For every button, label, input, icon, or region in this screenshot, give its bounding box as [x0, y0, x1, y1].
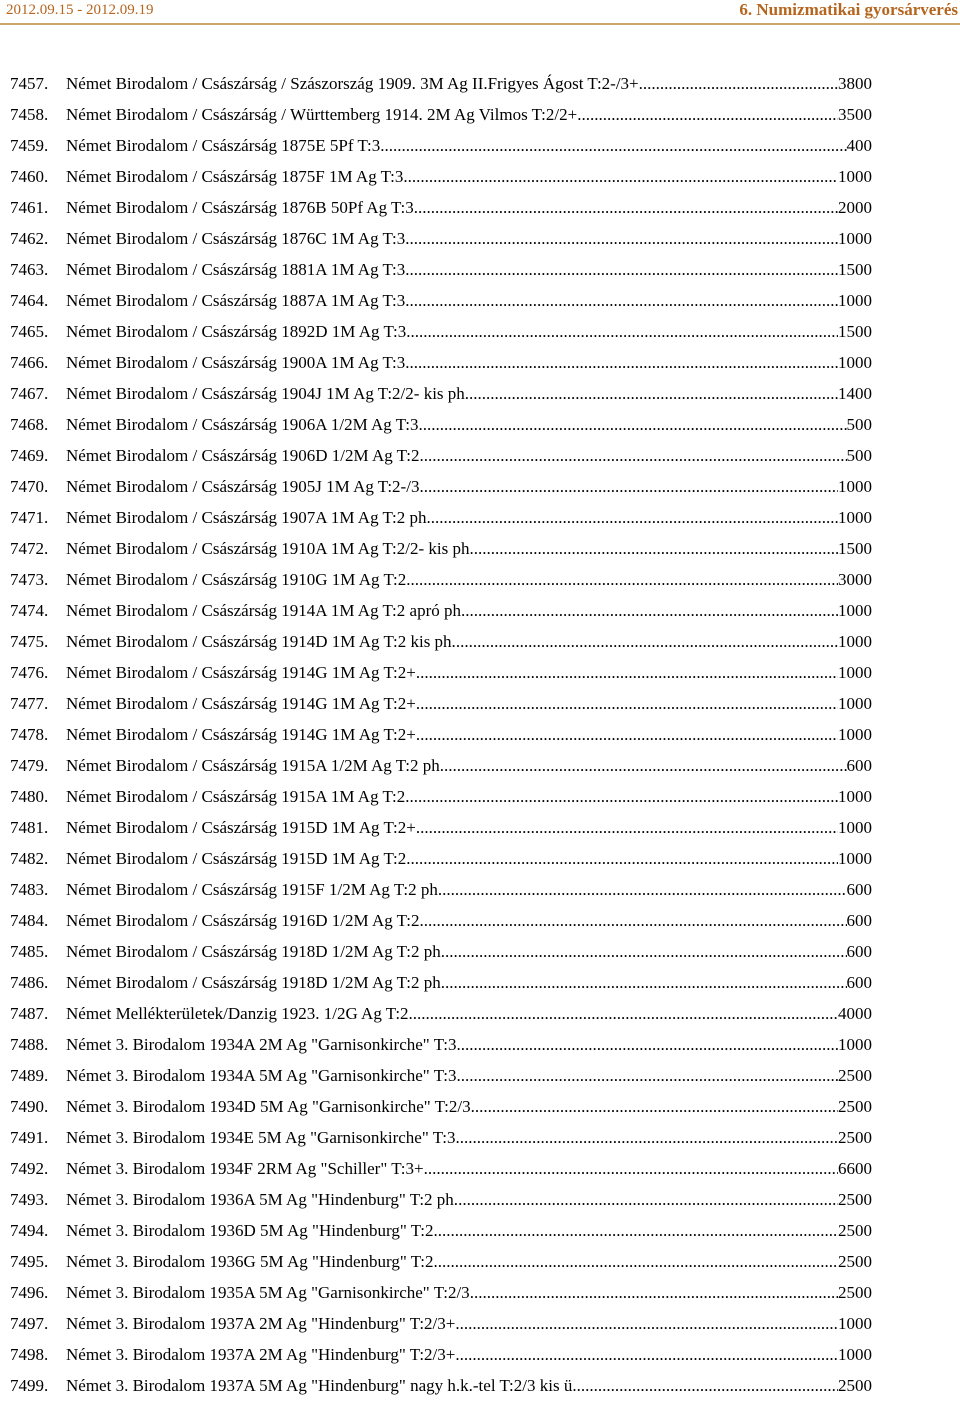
- lot-entry: [66, 564, 872, 595]
- lot-row: [10, 316, 872, 347]
- lot-entry: [66, 378, 872, 409]
- lot-description: Német Birodalom / Császárság 1905J 1M Ag T:2-/3: [66, 477, 420, 496]
- lot-number: 7478.: [10, 725, 49, 744]
- lot-row: [10, 161, 872, 192]
- lot-row: [10, 440, 872, 471]
- lot-description: Német Birodalom / Császárság 1914A 1M Ag T:2 apró ph.: [66, 601, 466, 620]
- auction-dates: 2012.09.15 - 2012.09.19: [6, 2, 154, 18]
- lot-number: 7491.: [10, 1128, 49, 1147]
- lot-start-price: 1000: [838, 291, 872, 310]
- lot-entry: [66, 626, 872, 657]
- lot-entry: [66, 254, 872, 285]
- lot-description: Német Birodalom / Császárság / Szászország 1909. 3M Ag II.Frigyes Ágost T:2-/3+: [66, 74, 639, 93]
- lot-number: 7474.: [10, 601, 49, 620]
- lot-start-price: 3800: [838, 74, 872, 93]
- lot-entry: [66, 99, 872, 130]
- lot-start-price: 3000: [838, 570, 872, 589]
- lot-row: [10, 1277, 872, 1308]
- lot-row: [10, 1122, 872, 1153]
- lot-number: 7473.: [10, 570, 49, 589]
- lot-start-price: 1000: [838, 663, 872, 682]
- lot-description: Német Birodalom / Császárság 1918D 1/2M Ag T:2 ph.: [66, 973, 445, 992]
- lot-row: [10, 1091, 872, 1122]
- lot-entry: [66, 595, 872, 626]
- lot-description: Német Birodalom / Császárság 1914G 1M Ag T:2+: [66, 694, 416, 713]
- lot-entry: [66, 1339, 872, 1370]
- lot-description: Német Birodalom / Császárság 1881A 1M Ag T:3: [66, 260, 406, 279]
- lot-row: [10, 688, 872, 719]
- lot-row: [10, 502, 872, 533]
- lot-description: Német 3. Birodalom 1937A 5M Ag "Hindenburg" nagy h.k.-tel T:2/3 kis ü.: [66, 1376, 577, 1395]
- lot-number: 7484.: [10, 911, 49, 930]
- lot-number: 7462.: [10, 229, 49, 248]
- lot-entry: [66, 409, 872, 440]
- dot-leader: [406, 316, 838, 347]
- lot-number: 7475.: [10, 632, 49, 651]
- lot-number: 7459.: [10, 136, 49, 155]
- dot-leader: [419, 440, 846, 471]
- lot-number: 7479.: [10, 756, 49, 775]
- header-divider: [0, 23, 960, 25]
- lot-start-price: 2500: [838, 1097, 872, 1116]
- lot-row: [10, 409, 872, 440]
- dot-leader: [380, 130, 846, 161]
- dot-leader: [419, 409, 847, 440]
- lot-entry: [66, 130, 872, 161]
- lot-entry: [66, 1215, 872, 1246]
- dot-leader: [414, 192, 838, 223]
- dot-leader: [403, 161, 838, 192]
- dot-leader: [445, 936, 847, 967]
- lot-description: Német Birodalom / Császárság 1906D 1/2M Ag T:2: [66, 446, 420, 465]
- lot-number: 7463.: [10, 260, 49, 279]
- lot-start-price: 600: [846, 973, 872, 992]
- lot-entry: [66, 688, 872, 719]
- lot-row: [10, 905, 872, 936]
- lot-description: Német 3. Birodalom 1935A 5M Ag "Garnisonkirche" T:2/3: [66, 1283, 470, 1302]
- lot-row: [10, 1339, 872, 1370]
- lot-number: 7469.: [10, 446, 49, 465]
- dot-leader: [456, 1060, 838, 1091]
- lot-start-price: 1000: [838, 477, 872, 496]
- dot-leader: [419, 905, 846, 936]
- page-header: [0, 0, 960, 30]
- lot-description: Német 3. Birodalom 1934A 2M Ag "Garnisonkirche" T:3: [66, 1035, 457, 1054]
- lot-description: Német Birodalom / Császárság 1914D 1M Ag T:2 kis ph.: [66, 632, 456, 651]
- lot-description: Német Birodalom / Császárság 1916D 1/2M Ag T:2: [66, 911, 420, 930]
- lot-description: Német Birodalom / Császárság 1914G 1M Ag T:2+: [66, 663, 416, 682]
- lot-row: [10, 595, 872, 626]
- lot-number: 7481.: [10, 818, 49, 837]
- dot-leader: [445, 967, 847, 998]
- lot-entry: [66, 812, 872, 843]
- lot-number: 7485.: [10, 942, 49, 961]
- lot-row: [10, 874, 872, 905]
- dot-leader: [470, 1277, 838, 1308]
- dot-leader: [405, 781, 838, 812]
- dot-leader: [474, 533, 838, 564]
- lot-entry: [66, 68, 872, 99]
- lot-description: Német Birodalom / Császárság 1906A 1/2M Ag T:3: [66, 415, 419, 434]
- lot-number: 7497.: [10, 1314, 49, 1333]
- lot-start-price: 2500: [838, 1221, 872, 1240]
- lot-description: Német 3. Birodalom 1934E 5M Ag "Garnisonkirche" T:3: [66, 1128, 456, 1147]
- lot-entry: [66, 285, 872, 316]
- lot-entry: [66, 347, 872, 378]
- lot-start-price: 2000: [838, 198, 872, 217]
- dot-leader: [424, 1153, 838, 1184]
- lot-row: [10, 533, 872, 564]
- lot-description: Német Birodalom / Császárság 1887A 1M Ag T:3: [66, 291, 406, 310]
- lot-list: [10, 68, 872, 1401]
- lot-number: 7496.: [10, 1283, 49, 1302]
- lot-start-price: 1000: [838, 694, 872, 713]
- lot-start-price: 600: [846, 942, 872, 961]
- lot-entry: [66, 1122, 872, 1153]
- lot-description: Német Birodalom / Császárság 1904J 1M Ag T:2/2- kis ph.: [66, 384, 470, 403]
- lot-description: Német Mellékterületek/Danzig 1923. 1/2G Ag T:2: [66, 1004, 409, 1023]
- lot-number: 7476.: [10, 663, 49, 682]
- lot-row: [10, 1184, 872, 1215]
- lot-entry: [66, 657, 872, 688]
- lot-entry: [66, 874, 872, 905]
- lot-row: [10, 471, 872, 502]
- lot-number: 7494.: [10, 1221, 49, 1240]
- dot-leader: [406, 843, 838, 874]
- lot-entry: [66, 1153, 872, 1184]
- lot-number: 7498.: [10, 1345, 49, 1364]
- lot-start-price: 1000: [838, 1314, 872, 1333]
- lot-number: 7482.: [10, 849, 49, 868]
- lot-entry: [66, 967, 872, 998]
- lot-number: 7493.: [10, 1190, 49, 1209]
- lot-description: Német Birodalom / Császárság 1907A 1M Ag T:2 ph.: [66, 508, 431, 527]
- lot-description: Német 3. Birodalom 1934A 5M Ag "Garnisonkirche" T:3: [66, 1066, 457, 1085]
- lot-entry: [66, 471, 872, 502]
- lot-row: [10, 843, 872, 874]
- lot-entry: [66, 502, 872, 533]
- lot-start-price: 1000: [838, 601, 872, 620]
- lot-start-price: 500: [846, 415, 872, 434]
- lot-entry: [66, 1277, 872, 1308]
- lot-number: 7458.: [10, 105, 49, 124]
- lot-row: [10, 68, 872, 99]
- lot-description: Német Birodalom / Császárság 1876C 1M Ag T:3: [66, 229, 406, 248]
- lot-start-price: 2500: [838, 1190, 872, 1209]
- lot-description: Német Birodalom / Császárság 1892D 1M Ag T:3: [66, 322, 407, 341]
- lot-row: [10, 99, 872, 130]
- lot-number: 7499.: [10, 1376, 49, 1395]
- lot-start-price: 600: [846, 880, 872, 899]
- lot-description: Német 3. Birodalom 1936D 5M Ag "Hindenburg" T:2: [66, 1221, 434, 1240]
- lot-start-price: 600: [846, 911, 872, 930]
- lot-row: [10, 967, 872, 998]
- lot-entry: [66, 192, 872, 223]
- lot-start-price: 600: [846, 756, 872, 775]
- dot-leader: [639, 68, 838, 99]
- lot-start-price: 6600: [838, 1159, 872, 1178]
- dot-leader: [456, 626, 838, 657]
- dot-leader: [416, 657, 838, 688]
- lot-description: Német 3. Birodalom 1936A 5M Ag "Hindenburg" T:2 ph.: [66, 1190, 459, 1209]
- lot-row: [10, 936, 872, 967]
- lot-start-price: 1500: [838, 322, 872, 341]
- lot-number: 7487.: [10, 1004, 49, 1023]
- lot-row: [10, 1246, 872, 1277]
- lot-start-price: 2500: [838, 1128, 872, 1147]
- lot-row: [10, 812, 872, 843]
- lot-start-price: 1500: [838, 539, 872, 558]
- lot-start-price: 2500: [838, 1066, 872, 1085]
- lot-start-price: 1000: [838, 787, 872, 806]
- lot-start-price: 1000: [838, 818, 872, 837]
- lot-row: [10, 223, 872, 254]
- lot-number: 7470.: [10, 477, 49, 496]
- lot-entry: [66, 1370, 872, 1401]
- lot-description: Német Birodalom / Császárság 1918D 1/2M Ag T:2 ph.: [66, 942, 445, 961]
- lot-row: [10, 626, 872, 657]
- lot-description: Német Birodalom / Császárság 1910A 1M Ag T:2/2- kis ph.: [66, 539, 474, 558]
- dot-leader: [455, 1339, 838, 1370]
- lot-row: [10, 192, 872, 223]
- lot-start-price: 1000: [838, 632, 872, 651]
- lot-entry: [66, 843, 872, 874]
- lot-description: Német Birodalom / Császárság 1915A 1/2M Ag T:2 ph.: [66, 756, 445, 775]
- dot-leader: [406, 564, 838, 595]
- lot-row: [10, 1370, 872, 1401]
- lot-description: Német 3. Birodalom 1936G 5M Ag "Hindenburg" T:2: [66, 1252, 434, 1271]
- dot-leader: [465, 595, 838, 626]
- lot-entry: [66, 936, 872, 967]
- lot-description: Német Birodalom / Császárság 1875E 5Pf T:3: [66, 136, 381, 155]
- dot-leader: [456, 1122, 839, 1153]
- dot-leader: [416, 719, 838, 750]
- dot-leader: [416, 812, 838, 843]
- dot-leader: [442, 874, 846, 905]
- lot-start-price: 1000: [838, 1035, 872, 1054]
- lot-description: Német Birodalom / Császárság 1875F 1M Ag T:3: [66, 167, 404, 186]
- lot-number: 7468.: [10, 415, 49, 434]
- lot-start-price: 1000: [838, 508, 872, 527]
- lot-entry: [66, 316, 872, 347]
- lot-description: Német 3. Birodalom 1937A 2M Ag "Hindenburg" T:2/3+: [66, 1314, 456, 1333]
- lot-description: Német Birodalom / Császárság 1914G 1M Ag T:2+: [66, 725, 416, 744]
- dot-leader: [416, 688, 838, 719]
- lot-number: 7464.: [10, 291, 49, 310]
- lot-start-price: 500: [846, 446, 872, 465]
- lot-number: 7457.: [10, 74, 49, 93]
- dot-leader: [405, 285, 838, 316]
- lot-description: Német 3. Birodalom 1934F 2RM Ag "Schiller" T:3+: [66, 1159, 424, 1178]
- lot-description: Német Birodalom / Császárság 1915A 1M Ag T:2: [66, 787, 406, 806]
- lot-row: [10, 1153, 872, 1184]
- dot-leader: [405, 223, 838, 254]
- lot-entry: [66, 1184, 872, 1215]
- lot-entry: [66, 998, 872, 1029]
- lot-entry: [66, 1060, 872, 1091]
- lot-entry: [66, 905, 872, 936]
- lot-number: 7460.: [10, 167, 49, 186]
- lot-entry: [66, 440, 872, 471]
- lot-entry: [66, 750, 872, 781]
- lot-description: Német Birodalom / Császárság / Württemberg 1914. 2M Ag Vilmos T:2/2+: [66, 105, 578, 124]
- lot-number: 7472.: [10, 539, 49, 558]
- lot-row: [10, 378, 872, 409]
- lot-row: [10, 347, 872, 378]
- lot-entry: [66, 1246, 872, 1277]
- lot-start-price: 1500: [838, 260, 872, 279]
- dot-leader: [434, 1215, 839, 1246]
- lot-start-price: 2500: [838, 1252, 872, 1271]
- lot-row: [10, 1215, 872, 1246]
- lot-entry: [66, 781, 872, 812]
- auction-section-title: 6. Numizmatikai gyorsárverés: [739, 0, 958, 19]
- lot-entry: [66, 223, 872, 254]
- lot-start-price: 2500: [838, 1376, 872, 1395]
- lot-entry: [66, 533, 872, 564]
- dot-leader: [577, 99, 838, 130]
- lot-start-price: 1000: [838, 167, 872, 186]
- lot-description: Német Birodalom / Császárság 1876B 50Pf Ag T:3: [66, 198, 414, 217]
- lot-row: [10, 781, 872, 812]
- dot-leader: [469, 378, 838, 409]
- lot-description: Német Birodalom / Császárság 1910G 1M Ag T:2: [66, 570, 407, 589]
- dot-leader: [431, 502, 838, 533]
- lot-description: Német 3. Birodalom 1934D 5M Ag "Garnisonkirche" T:2/3: [66, 1097, 471, 1116]
- lot-start-price: 1400: [838, 384, 872, 403]
- lot-entry: [66, 1091, 872, 1122]
- lot-description: Német Birodalom / Császárság 1915D 1M Ag T:2+: [66, 818, 416, 837]
- lot-number: 7471.: [10, 508, 49, 527]
- lot-start-price: 1000: [838, 849, 872, 868]
- dot-leader: [405, 254, 838, 285]
- lot-entry: [66, 719, 872, 750]
- lot-number: 7488.: [10, 1035, 49, 1054]
- lot-start-price: 3500: [838, 105, 872, 124]
- lot-row: [10, 750, 872, 781]
- lot-row: [10, 130, 872, 161]
- lot-number: 7495.: [10, 1252, 49, 1271]
- lot-number: 7480.: [10, 787, 49, 806]
- lot-description: Német Birodalom / Császárság 1915D 1M Ag T:2: [66, 849, 407, 868]
- dot-leader: [434, 1246, 839, 1277]
- lot-number: 7483.: [10, 880, 49, 899]
- dot-leader: [405, 347, 838, 378]
- dot-leader: [458, 1184, 838, 1215]
- dot-leader: [409, 998, 838, 1029]
- lot-row: [10, 719, 872, 750]
- lot-start-price: 400: [846, 136, 872, 155]
- lot-row: [10, 1060, 872, 1091]
- lot-number: 7467.: [10, 384, 49, 403]
- lot-number: 7490.: [10, 1097, 49, 1116]
- lot-start-price: 1000: [838, 353, 872, 372]
- lot-entry: [66, 1308, 872, 1339]
- lot-number: 7461.: [10, 198, 49, 217]
- dot-leader: [419, 471, 838, 502]
- lot-description: Német Birodalom / Császárság 1900A 1M Ag T:3: [66, 353, 406, 372]
- lot-entry: [66, 161, 872, 192]
- lot-entry: [66, 1029, 872, 1060]
- lot-row: [10, 564, 872, 595]
- lot-row: [10, 285, 872, 316]
- lot-row: [10, 657, 872, 688]
- lot-start-price: 1000: [838, 1345, 872, 1364]
- lot-number: 7466.: [10, 353, 49, 372]
- lot-start-price: 1000: [838, 229, 872, 248]
- lot-number: 7489.: [10, 1066, 49, 1085]
- lot-description: Német 3. Birodalom 1937A 2M Ag "Hindenburg" T:2/3+: [66, 1345, 456, 1364]
- lot-row: [10, 998, 872, 1029]
- lot-number: 7486.: [10, 973, 49, 992]
- lot-start-price: 4000: [838, 1004, 872, 1023]
- dot-leader: [455, 1308, 838, 1339]
- dot-leader: [471, 1091, 838, 1122]
- lot-row: [10, 254, 872, 285]
- lot-number: 7477.: [10, 694, 49, 713]
- lot-start-price: 2500: [838, 1283, 872, 1302]
- lot-number: 7492.: [10, 1159, 49, 1178]
- lot-description: Német Birodalom / Császárság 1915F 1/2M Ag T:2 ph.: [66, 880, 443, 899]
- dot-leader: [456, 1029, 838, 1060]
- dot-leader: [444, 750, 846, 781]
- lot-row: [10, 1029, 872, 1060]
- lot-start-price: 1000: [838, 725, 872, 744]
- lot-number: 7465.: [10, 322, 49, 341]
- lot-row: [10, 1308, 872, 1339]
- dot-leader: [577, 1370, 838, 1401]
